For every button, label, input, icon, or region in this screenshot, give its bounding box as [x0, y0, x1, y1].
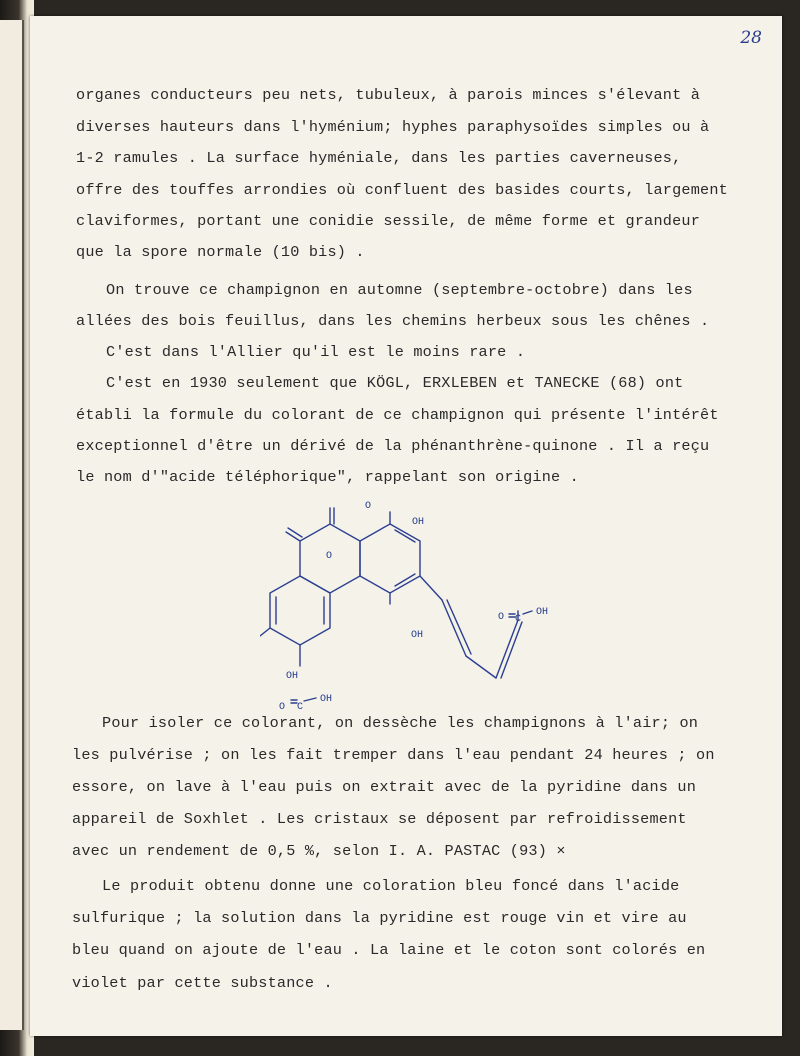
molecule-ketone-top: O [365, 501, 372, 512]
text-line: offre des touffes arrondies où confluent des basides courts, largement [76, 181, 728, 199]
text-line: C'est en 1930 seulement que KÖGL, ERXLEBEN et TANECKE (68) ont [106, 374, 684, 392]
molecule-oh-left: OH [286, 671, 299, 682]
facing-page-edge [0, 20, 24, 1030]
text-line: claviformes, portant une conidie sessile, de même forme et grandeur [76, 212, 701, 230]
document-page [30, 16, 782, 1036]
text-line: organes conducteurs peu nets, tubuleux, à parois minces s'élevant à [76, 86, 701, 104]
molecule-ketone-left: O [326, 551, 333, 562]
text-line: Le produit obtenu donne une coloration bleu foncé dans l'acide [102, 877, 680, 895]
text-line: bleu quand on ajoute de l'eau . La laine et le coton sont colorés en [72, 941, 706, 959]
text-line: violet par cette substance . [72, 974, 333, 992]
molecule-oh-mid: OH [411, 630, 424, 641]
text-line: C'est dans l'Allier qu'il est le moins rare . [106, 343, 526, 361]
text-line: exceptionnel d'être un dérivé de la phénanthrène-quinone . Il a reçu [76, 437, 710, 455]
text-line: diverses hauteurs dans l'hyménium; hyphes paraphysoïdes simples ou à [76, 118, 710, 136]
page-number: 28 [740, 28, 762, 48]
molecule-acid-right-o: O [498, 612, 505, 623]
molecule-acid-right-c: C [515, 614, 522, 625]
text-line: les pulvérise ; on les fait tremper dans l'eau pendant 24 heures ; on [72, 746, 715, 764]
molecule-acid-bottom-c: C [297, 702, 304, 711]
text-line: appareil de Soxhlet . Les cristaux se déposent par refroidissement [72, 810, 687, 828]
molecule-acid-bottom-o: O [279, 702, 286, 711]
text-line: établi la formule du colorant de ce champignon qui présente l'intérêt [76, 406, 719, 424]
molecule-acid-right-oh: OH [536, 607, 549, 618]
text-line: 1-2 ramules . La surface hyméniale, dans les parties caverneuses, [76, 149, 682, 167]
text-line: essore, on lave à l'eau puis on extrait avec de la pyridine dans un [72, 778, 697, 796]
molecule-oh-top: OH [412, 517, 425, 528]
text-line: sulfurique ; la solution dans la pyridine est rouge vin et vire au [72, 909, 687, 927]
molecule-acid-bottom-oh: OH [320, 694, 333, 705]
text-line: avec un rendement de 0,5 %, selon I. A. PASTAC (93) × [72, 842, 566, 860]
text-line: que la spore normale (10 bis) . [76, 243, 365, 261]
text-line: le nom d'"acide téléphorique", rappelant son origine . [76, 468, 579, 486]
text-line: Pour isoler ce colorant, on dessèche les champignons à l'air; on [102, 714, 699, 732]
text-line: allées des bois feuillus, dans les chemins herbeux sous les chênes . [76, 312, 710, 330]
text-line: On trouve ce champignon en automne (septembre-octobre) dans les [106, 281, 693, 299]
phenanthrenequinone-structure [260, 496, 580, 711]
